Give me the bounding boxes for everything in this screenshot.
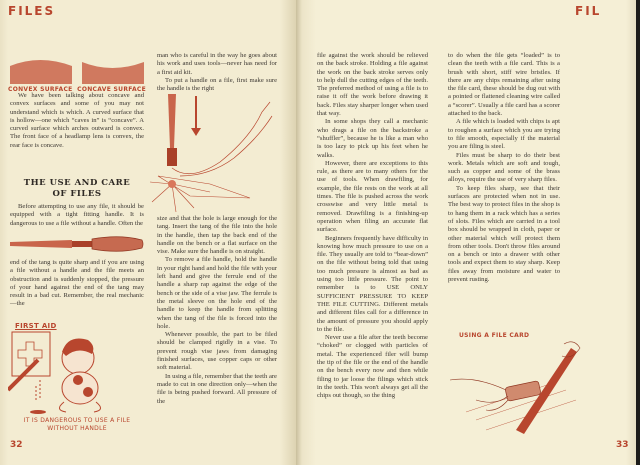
page-number: 32 xyxy=(10,440,23,450)
paragraph: To put a handle on a file, first make sure the handle is the right xyxy=(157,76,277,93)
heading-line: OF FILES xyxy=(52,189,102,199)
concave-label: CONCAVE SURFACE xyxy=(77,86,146,93)
convex-concave-illustration xyxy=(8,56,146,93)
caption-line: WITHOUT HANDLE xyxy=(47,425,107,432)
paragraph: end of the tang is quite sharp and if you are using a file without a handle and the file meets an obstruction and is suddenly stopped, the pressure of your hand against the end of the tang may result in a bad cut. Remember, the real mechanic—the xyxy=(10,259,144,308)
convex-label: CONVEX SURFACE xyxy=(8,86,73,93)
page-number: 33 xyxy=(616,440,629,450)
paragraph: In some shops they call a mechanic who drags a file on the backstroke a “shuffler”, because he is like a man who is too lazy to pick up his feet when he walks. xyxy=(317,118,428,159)
right-col1 xyxy=(317,52,428,400)
left-col1-para-after xyxy=(10,259,144,309)
paragraph: However, there are exceptions to this rule, as there are to many others for the use of tools. When drawfiling, for example, the file rests on the work at all times. The file is pushed across the work crosswise and very little metal is removed. Drawfiling is a finishing-up operation when filing an accurate flat surface. xyxy=(317,159,428,234)
paragraph: man who is careful in the way he goes about his work and uses tools—never has need for a first aid kit. xyxy=(157,52,277,76)
right-page xyxy=(296,0,636,465)
file-card-caption: USING A FILE CARD xyxy=(459,332,530,339)
right-col2 xyxy=(448,52,560,284)
left-col2-top xyxy=(157,52,277,93)
paragraph: size and that the hole is large enough for the tang. Insert the tang of the file into the hole in the handle, then tap the back end of the handle on the bench or a flat surface on the vise. Make sure the handle is on straight. xyxy=(157,215,277,256)
caption-line: IT IS DANGEROUS TO USE A FILE xyxy=(23,417,131,424)
paragraph: Beginners frequently have difficulty in knowing how much pressure to use on a file. They usually are told to “bear-down” on the file without being told that using too much pressure is almost as bad as using too little pressure. The point to remember is to USE ONLY SUFFICIENT PRESSURE TO KEEP THE FILE CUTTING. Different metals and different files call for a difference in the amount of pressure you should apply to the file. xyxy=(317,234,428,333)
running-head: FIL xyxy=(575,4,602,18)
paragraph: A file which is loaded with chips is apt to roughen a surface which you are trying to file smooth, especially if the material you are filing is steel. xyxy=(448,118,560,151)
first-aid-illustration xyxy=(8,320,146,416)
fitting-handle-illustration xyxy=(150,92,280,214)
paragraph: Files must be sharp to do their best work. Metals which are soft and tough, such as copper and some of the brass alloys, require the use of very sharp files. xyxy=(448,151,560,184)
paragraph: In using a file, remember that the teeth are made to cut in one direction only—when the file is being pushed forward. All pressure of the xyxy=(157,372,277,405)
paragraph: Whenever possible, the part to be filed should be clamped rigidly in a vise. To prevent rough vise jaws from damaging finished surfaces, use copper caps or other soft material. xyxy=(157,331,277,372)
injured-boy-drawing xyxy=(8,320,146,416)
heading-line: THE USE AND CARE xyxy=(23,178,131,188)
section-heading xyxy=(10,178,144,200)
paragraph: Never use a file after the teeth become “choked” or clogged with particles of metal. The experienced filer will bump the tip of the file or the end of the handle on the bench every now and then while filing to jar loose the filings which stick in the teeth. This won't always get all the chips out though, so the thing xyxy=(317,334,428,400)
file-with-handle-illustration xyxy=(10,234,144,254)
paragraph: file against the work should be relieved on the back stroke. Holding a file against the work on the back stroke serves only to help dull the cutting edges of the teeth. The preferred method of using a file is to raise it off the work before drawing it back. Files stay sharper longer when used that way. xyxy=(317,52,428,118)
left-col2-bottom xyxy=(157,215,277,406)
paragraph: To keep files sharp, see that their surfaces are protected when not in use. The best way to protect files in the shop is to hang them in a rack which has a series of slots. Files which are carried in a tool box should be wrapped in cloth, paper or other material which will protect them from other tools. Don't throw files around on a bench or into a drawer with other tools and expect them to stay sharp. Keep files away from moisture and water to prevent rusting. xyxy=(448,184,560,284)
running-head: FILES xyxy=(8,4,56,18)
paragraph: To remove a file handle, hold the handle in your right hand and hold the file with your left hand and give the ferrule end of the handle a sharp rap against the edge of the bench or the side of a vise jaw. The ferrule is the metal sleeve on the hole end of the handle to keep the handle from splitting when the tang of the file is forced into the hole. xyxy=(157,256,277,330)
paragraph: to do when the file gets “loaded” is to clean the teeth with a file card. This is a brush with short, stiff wire bristles. If there are any chips remaining after using the file card, these should be dug out with a pointed or flattened cleaning wire called a “scorer”. Usually a file card has a scorer attached to the back. xyxy=(448,52,560,118)
paragraph: We have been talking about concave and convex surfaces and some of you may not understand which is which. A curved surface that is hollow—one which “caves in” is “concave”. A curved surface which arches outward is convex. The front face of a headlamp lens is convex, the rear face is concave. xyxy=(10,92,144,149)
left-page xyxy=(0,0,296,465)
left-col1-intro xyxy=(10,92,144,150)
file-card-illustration xyxy=(446,340,581,435)
surface-shapes xyxy=(8,56,146,86)
first-aid-label: FIRST AID xyxy=(15,322,57,330)
paragraph: Before attempting to use any file, it should be equipped with a tight fitting handle. It is dangerous to use a file without a handle. Often the xyxy=(10,203,144,227)
left-col1-para-before xyxy=(10,203,144,228)
first-aid-caption xyxy=(8,417,146,433)
